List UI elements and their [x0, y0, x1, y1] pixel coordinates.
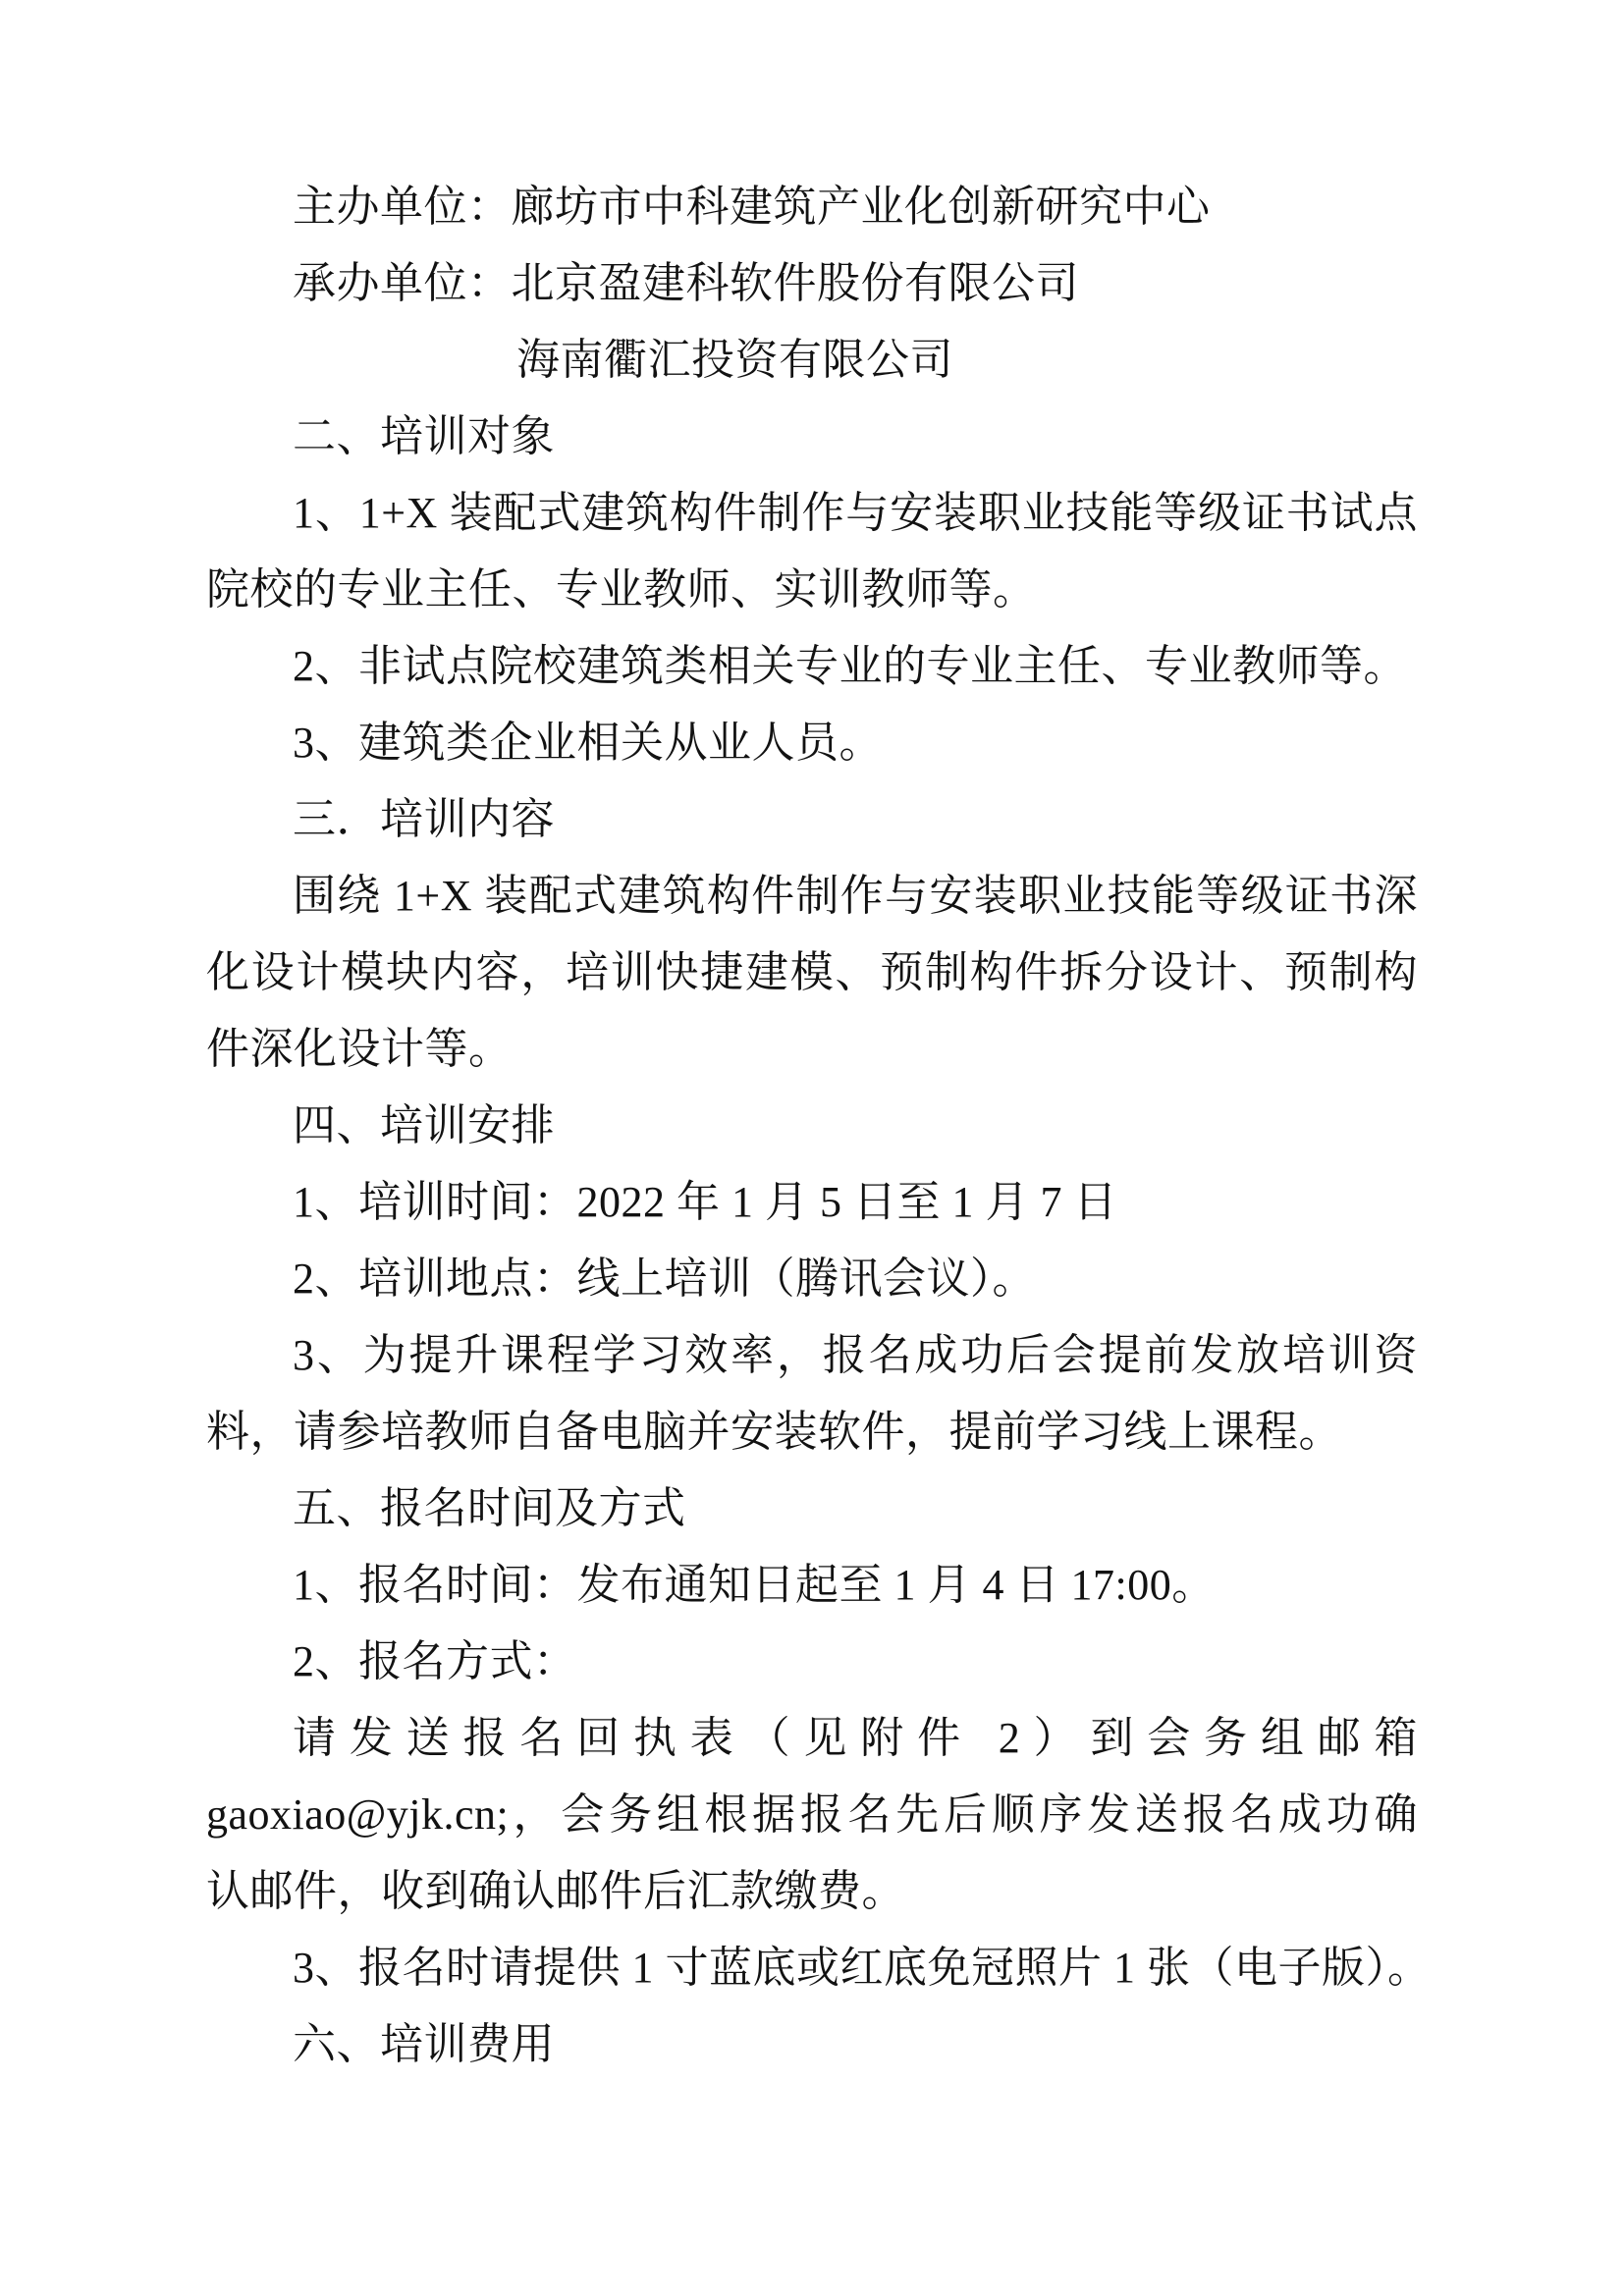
line-registration-method-b: gaoxiao@yjk.cn;，会务组根据报名先后顺序发送报名成功确 [206, 1790, 1418, 1839]
line-content-c: 件深化设计等。 [206, 1025, 513, 1073]
section-heading-6-fees: 六、培训费用 [293, 2020, 555, 2068]
section-heading-3-content: 三．培训内容 [293, 795, 555, 843]
line-registration-method-a: 请发送报名回执表（见附件 2）到会务组邮箱 [293, 1714, 1418, 1762]
line-registration-method-c: 认邮件，收到确认邮件后汇款缴费。 [206, 1867, 905, 1915]
line-content-a: 围绕 1+X 装配式建筑构件制作与安装职业技能等级证书深 [293, 872, 1418, 920]
line-schedule-note-b: 料，请参培教师自备电脑并安装软件，提前学习线上课程。 [206, 1408, 1342, 1456]
section-heading-5-registration: 五、报名时间及方式 [293, 1484, 686, 1532]
line-content-b: 化设计模块内容，培训快捷建模、预制构件拆分设计、预制构 [206, 948, 1418, 996]
line-schedule-note-a: 3、为提升课程学习效率，报名成功后会提前发放培训资 [293, 1331, 1418, 1379]
line-trainees-item1-a: 1、1+X 装配式建筑构件制作与安装职业技能等级证书试点 [293, 489, 1418, 537]
line-co-organizer-1: 承办单位：北京盈建科软件股份有限公司 [293, 259, 1079, 307]
line-trainees-item2: 2、非试点院校建筑类相关专业的专业主任、专业教师等。 [293, 642, 1407, 690]
line-registration-method-label: 2、报名方式： [293, 1637, 577, 1685]
line-trainees-item1-b: 院校的专业主任、专业教师、实训教师等。 [206, 565, 1037, 614]
line-schedule-location: 2、培训地点：线上培训（腾讯会议）。 [293, 1255, 1036, 1303]
section-heading-2-trainees: 二、培训对象 [293, 412, 555, 460]
line-host-organizer: 主办单位：廊坊市中科建筑产业化创新研究中心 [293, 183, 1211, 231]
line-registration-time: 1、报名时间：发布通知日起至 1 月 4 日 17:00。 [293, 1561, 1216, 1609]
document-body [206, 169, 1432, 2083]
line-co-organizer-2: 海南衢汇投资有限公司 [516, 336, 953, 384]
line-registration-photo: 3、报名时请提供 1 寸蓝底或红底免冠照片 1 张（电子版）。 [293, 1944, 1432, 1992]
line-schedule-time: 1、培训时间：2022 年 1 月 5 日至 1 月 7 日 [293, 1178, 1117, 1226]
section-heading-4-schedule: 四、培训安排 [293, 1101, 555, 1149]
line-trainees-item3: 3、建筑类企业相关从业人员。 [293, 719, 883, 767]
